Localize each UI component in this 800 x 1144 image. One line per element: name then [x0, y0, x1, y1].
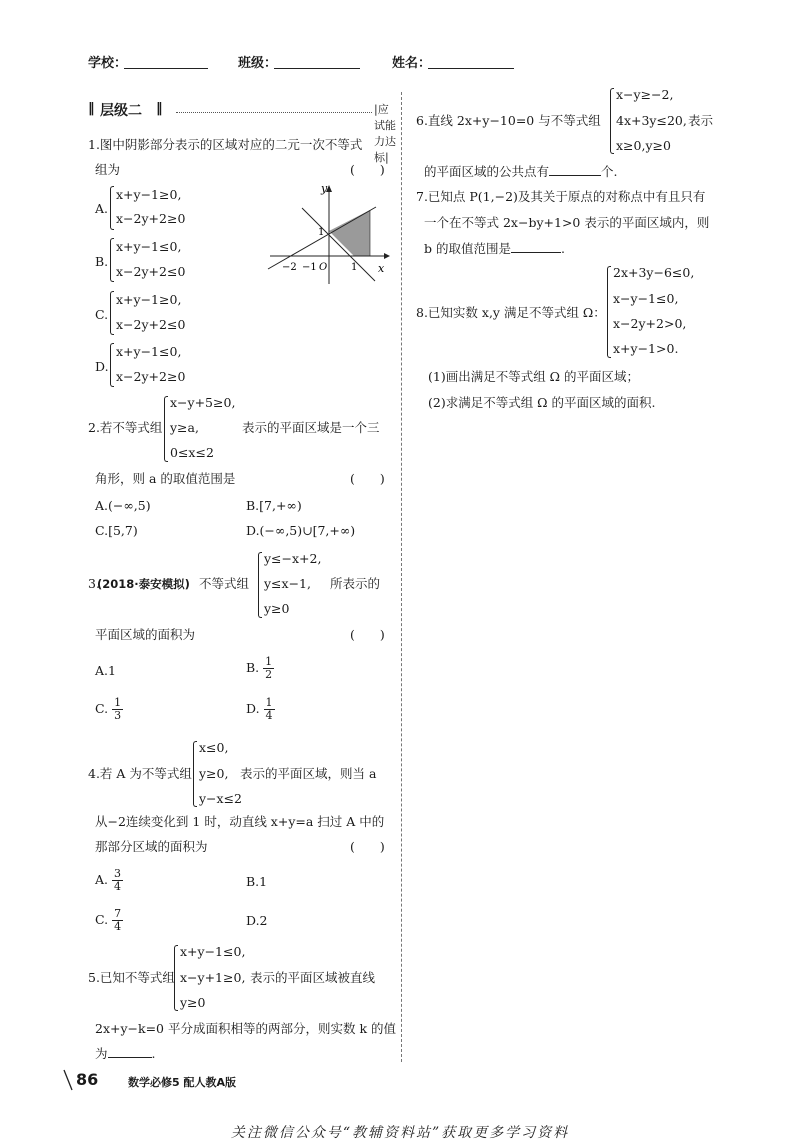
q5-stem-line3-b: . — [151, 1046, 156, 1061]
q1-option-d-line1: x+y−1≤0, — [116, 344, 182, 359]
q5-line1: x+y−1≤0, — [180, 944, 246, 959]
q1-answer-paren[interactable]: ( ) — [350, 162, 385, 177]
q2-line2: y≥a, — [170, 420, 199, 435]
q1-option-c-line2: x−2y+2≤0 — [116, 317, 186, 332]
q5-suffix: 表示的平面区域被直线 — [250, 970, 376, 985]
q4-line3: y−x≤2 — [199, 791, 243, 806]
q2-option-a: A.(−∞,5) — [95, 498, 151, 513]
q1-option-c-label: C. — [95, 307, 109, 322]
q8-line4: x+y−1>0. — [613, 341, 679, 356]
q4-option-a — [95, 868, 123, 893]
q3-answer-paren[interactable]: ( ) — [350, 627, 385, 642]
q1-option-d-line2: x−2y+2≥0 — [116, 369, 186, 384]
section-title: 层级二 — [100, 103, 142, 119]
q1-option-d-label: D. — [95, 359, 109, 374]
q1-graph — [262, 180, 392, 290]
q3-option-b — [246, 656, 274, 681]
column-divider — [401, 92, 402, 1062]
q6-prefix: 6.直线 2x+y−10=0 与不等式组 — [416, 113, 601, 128]
q5-stem-line3-a: 为 — [95, 1046, 108, 1061]
q3-option-b-fraction: $\frac{1}{2}$ — [265, 655, 273, 681]
book-title: 数学必修5 配人教A版 — [128, 1076, 236, 1089]
q5-brace — [174, 945, 178, 1011]
q1-option-c-line1: x+y−1≥0, — [116, 292, 182, 307]
q4-answer-paren[interactable]: ( ) — [350, 839, 385, 854]
q3-option-d-fraction: $\frac{1}{4}$ — [265, 696, 273, 722]
q2-answer-paren[interactable]: ( ) — [350, 471, 385, 486]
q5-line3: y≥0 — [180, 995, 206, 1010]
q3-prefix: 3. — [88, 576, 100, 591]
q4-stem-line3: 那部分区域的面积为 — [95, 839, 208, 854]
school-label: 学校： — [88, 56, 128, 71]
q3-suffix: 所表示的 — [330, 576, 381, 591]
q2-brace — [164, 396, 168, 462]
q8-part2: (2)求满足不等式组 Ω 的平面区域的面积. — [428, 395, 656, 410]
q1-graph-tick-xm1: −1 — [302, 262, 317, 273]
q1-option-a-line2: x−2y+2≥0 — [116, 211, 186, 226]
q6-line3: x≥0,y≥0 — [616, 138, 671, 153]
q4-option-a-fraction: $\frac{3}{4}$ — [114, 867, 121, 893]
q1-stem-line2: 组为 — [95, 162, 121, 177]
q2-line3: 0≤x≤2 — [170, 445, 214, 460]
student-info-header — [0, 52, 800, 74]
q7-answer-blank[interactable] — [511, 240, 561, 253]
q8-prefix: 8.已知实数 x,y 满足不等式组 Ω： — [416, 305, 606, 320]
q1-graph-tick-y1: 1 — [318, 227, 325, 238]
q6-stem-line2 — [424, 163, 618, 181]
q3-line2: y≤x−1, — [264, 576, 311, 591]
q3-line3: y≥0 — [264, 601, 290, 616]
q1-graph-shaded-region — [329, 210, 370, 256]
q2-prefix: 2.若不等式组 — [88, 420, 163, 435]
class-field[interactable] — [274, 68, 360, 69]
q3-option-d-label: D. — [246, 701, 260, 716]
q4-option-a-label: A. — [95, 872, 109, 887]
q4-stem-line2: 从−2连续变化到 1 时，动直线 x+y=a 扫过 A 中的 — [95, 814, 385, 829]
q3-option-c-label: C. — [95, 701, 109, 716]
q6-stem-line2-b: 个. — [601, 164, 618, 179]
q2-option-c: C.[5,7) — [95, 523, 138, 538]
q1-graph-x-label: x — [378, 262, 385, 275]
q2-stem-line2: 角形，则 a 的取值范围是 — [95, 471, 236, 486]
q7-line2: 一个在不等式 2x−by+1>0 表示的平面区域内，则 — [424, 215, 710, 230]
q8-line2: x−y−1≤0, — [613, 291, 679, 306]
footer-slash-mark — [62, 1068, 74, 1092]
q7-line3-b: . — [560, 241, 565, 256]
q4-suffix: 表示的平面区域，则当 a — [240, 766, 377, 781]
q8-part1: (1)画出满足不等式组 Ω 的平面区域； — [428, 369, 640, 384]
q6-line2: 4x+3y≤20, — [616, 113, 687, 128]
q4-option-c-fraction: $\frac{7}{4}$ — [114, 907, 122, 933]
page-number: 86 — [76, 1070, 99, 1089]
q3-option-d — [246, 697, 275, 722]
q1-graph-origin: O — [319, 262, 328, 273]
name-label: 姓名： — [392, 56, 432, 71]
q8-line1: 2x+3y−6≤0, — [613, 265, 695, 280]
q5-line2: x−y+1≥0, — [180, 970, 246, 985]
q1-option-b-brace — [110, 238, 114, 282]
q4-option-c — [95, 908, 123, 933]
q1-option-c-brace — [110, 291, 114, 335]
q1-option-a-label: A. — [95, 201, 109, 216]
q5-stem-line3 — [95, 1045, 156, 1063]
section-dotted-rule — [176, 112, 372, 113]
q2-option-b: B.[7,+∞) — [246, 498, 302, 513]
q6-line1: x−y≥−2, — [616, 87, 674, 102]
q4-option-d: D.2 — [246, 913, 268, 928]
q4-option-c-label: C. — [95, 912, 109, 927]
q1-graph-tick-x1: 1 — [351, 262, 358, 273]
q1-option-d-brace — [110, 343, 114, 387]
section-bars: ‖ — [88, 101, 95, 116]
q1-option-a-line1: x+y−1≥0, — [116, 187, 182, 202]
q2-suffix: 表示的平面区域是一个三 — [242, 420, 380, 435]
q1-stem-line1: 1.图中阴影部分表示的区域对应的二元一次不等式 — [88, 137, 363, 152]
q6-answer-blank[interactable] — [549, 163, 601, 176]
section-tag: |应试能力达标| — [374, 103, 396, 164]
q6-brace — [610, 88, 614, 154]
q8-brace — [607, 266, 611, 358]
q1-graph-y-label: y — [321, 182, 328, 195]
q2-option-d: D.(−∞,5)∪[7,+∞) — [246, 523, 356, 538]
q5-prefix: 5.已知不等式组 — [88, 970, 175, 985]
q1-option-a-brace — [110, 186, 114, 230]
q7-line3-a: b 的取值范围是 — [424, 241, 511, 256]
q1-option-b-line2: x−2y+2≤0 — [116, 264, 186, 279]
q7-line1: 7.已知点 P(1,−2)及其关于原点的对称点中有且只有 — [416, 189, 706, 204]
watermark-caption: 关注微信公众号“教辅资料站”获取更多学习资料 — [230, 1125, 570, 1141]
q3-option-b-label: B. — [246, 660, 260, 675]
q3-stem-line2: 平面区域的面积为 — [95, 627, 196, 642]
q3-source: (2018·泰安模拟) — [97, 577, 190, 591]
q6-suffix: 表示 — [688, 113, 714, 128]
q5-stem-line2: 2x+y−k=0 平分成面积相等的两部分，则实数 k 的值 — [95, 1021, 397, 1036]
q3-mid: 不等式组 — [199, 576, 250, 591]
q1-graph-x-arrow — [384, 253, 390, 259]
q4-line1: x≤0, — [199, 740, 229, 755]
q4-line2: y≥0, — [199, 766, 229, 781]
q1-option-b-label: B. — [95, 254, 109, 269]
q3-line1: y≤−x+2, — [264, 551, 322, 566]
q2-line1: x−y+5≥0, — [170, 395, 236, 410]
q8-line3: x−2y+2>0, — [613, 316, 687, 331]
q4-option-b: B.1 — [246, 874, 268, 889]
q4-prefix: 4.若 A 为不等式组 — [88, 766, 192, 781]
q3-brace — [258, 552, 262, 618]
q1-option-b-line1: x+y−1≤0, — [116, 239, 182, 254]
q4-brace — [193, 741, 197, 807]
q3-option-c — [95, 697, 123, 722]
name-field[interactable] — [428, 68, 514, 69]
q5-answer-blank[interactable] — [108, 1045, 152, 1058]
q6-stem-line2-a: 的平面区域的公共点有 — [424, 164, 550, 179]
q3-option-c-fraction: $\frac{1}{3}$ — [114, 696, 122, 722]
section-bars-right: ‖ — [156, 101, 163, 116]
q7-line3 — [424, 240, 565, 258]
q3-option-a: A.1 — [95, 663, 116, 678]
class-label: 班级： — [238, 56, 278, 71]
q1-graph-tick-xm2: −2 — [282, 262, 297, 273]
school-field[interactable] — [124, 68, 208, 69]
